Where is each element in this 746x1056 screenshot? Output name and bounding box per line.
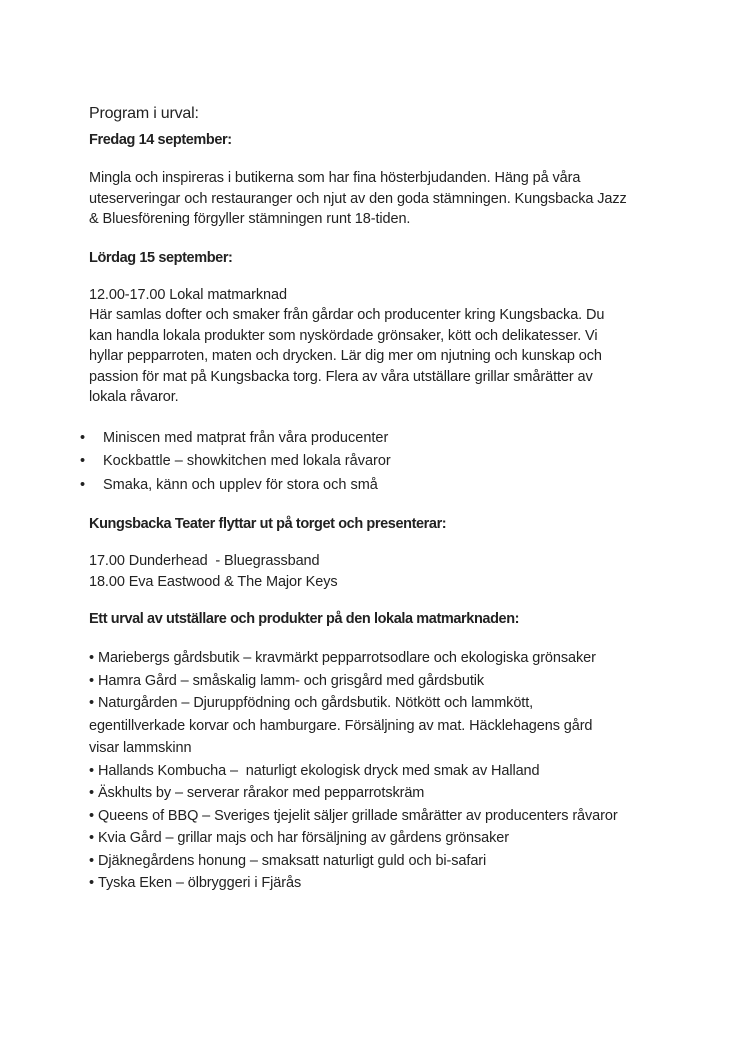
bullet: • [89,650,94,666]
list-item: • Miniscen med matprat från våra producenter [89,427,669,451]
exhibitor-list [89,647,669,895]
bullet: • [89,807,94,824]
list-item: • Smaka, känn och upplev för stora och små [89,474,669,498]
bullet: • [89,875,94,891]
friday-line-2: uteserveringar och restauranger och njut av den goda stämningen. Kungsbacka Jazz [89,190,627,207]
saturday-bullet-list [89,427,669,498]
theater-heading: Kungsbacka Teater flyttar ut på torget och presenterar: [89,516,447,532]
bullet: • [89,785,94,801]
exhibitor-text: Hamra Gård – småskalig lamm- och grisgård med gårdsbutik [97,672,485,689]
exhibitor-text: Naturgården – Djuruppfödning och gårdsbutik. Nötkött och lammkött, [97,695,534,711]
exhibitor-text: Tyska Eken – ölbryggeri i Fjärås [97,875,302,891]
bullet: • [89,830,94,846]
exhibitor-continuation: visar lammskinn [89,740,192,756]
list-item [89,670,669,693]
friday-paragraph [89,168,669,230]
saturday-paragraph [89,285,669,408]
list-item [89,872,669,895]
saturday-line-4: hyllar pepparroten, maten och drycken. Lär dig mer om njutning och kunskap och [89,348,602,364]
list-item [89,805,669,828]
friday-line-1: Mingla och inspireras i butikerna som har fina hösterbjudanden. Häng på våra [89,170,581,186]
saturday-line-5: passion för mat på Kungsbacka torg. Flera av våra utställare grillar smårätter av [89,368,593,385]
list-item [89,850,669,873]
list-item [89,647,669,670]
theater-line-2: 18.00 Eva Eastwood & The Major Keys [89,573,338,590]
theater-paragraph [89,551,669,592]
friday-line-3: & Bluesförening förgyller stämningen runt 18-tiden. [89,211,411,227]
theater-line-1: 17.00 Dunderhead - Bluegrassband [89,553,320,569]
exhibitors-heading: Ett urval av utställare och produkter på den lokala matmarknaden: [89,611,520,627]
list-item [89,692,669,760]
exhibitor-text: Hallands Kombucha – naturligt ekologisk dryck med smak av Halland [97,762,540,779]
document-page [89,104,669,895]
exhibitor-text: Kvia Gård – grillar majs och har försäljning av gårdens grönsaker [97,830,509,846]
list-item: • Kockbattle – showkitchen med lokala råvaror [89,450,669,474]
exhibitor-text: Äskhults by – serverar rårakor med pepparrotskräm [97,785,425,801]
list-item [89,782,669,805]
saturday-line-3: kan handla lokala produkter som nyskördade grönsaker, kött och delikatesser. Vi [89,327,598,344]
friday-heading: Fredag 14 september: [89,132,232,148]
bullet: • [89,672,94,689]
bullet: • [89,695,94,711]
exhibitor-continuation: egentillverkade korvar och hamburgare. Försäljning av mat. Häcklehagens gård [89,717,593,734]
bullet: • [89,852,94,869]
exhibitor-text: Queens of BBQ – Sveriges tjejelit säljer grillade smårätter av producenters råvaror [97,807,618,824]
saturday-line-6: lokala råvaror. [89,389,179,405]
saturday-heading: Lördag 15 september: [89,249,233,266]
saturday-line-1: 12.00-17.00 Lokal matmarknad [89,286,287,303]
exhibitor-text: Mariebergs gårdsbutik – kravmärkt pepparrotsodlare och ekologiska grönsaker [97,650,596,666]
bullet: • [89,762,94,779]
list-item [89,760,669,783]
program-heading: Program i urval: [89,105,199,122]
exhibitor-text: Djäknegårdens honung – smaksatt naturligt guld och bi-safari [97,852,487,869]
list-item [89,827,669,850]
saturday-line-2: Här samlas dofter och smaker från gårdar och producenter kring Kungsbacka. Du [89,307,605,323]
